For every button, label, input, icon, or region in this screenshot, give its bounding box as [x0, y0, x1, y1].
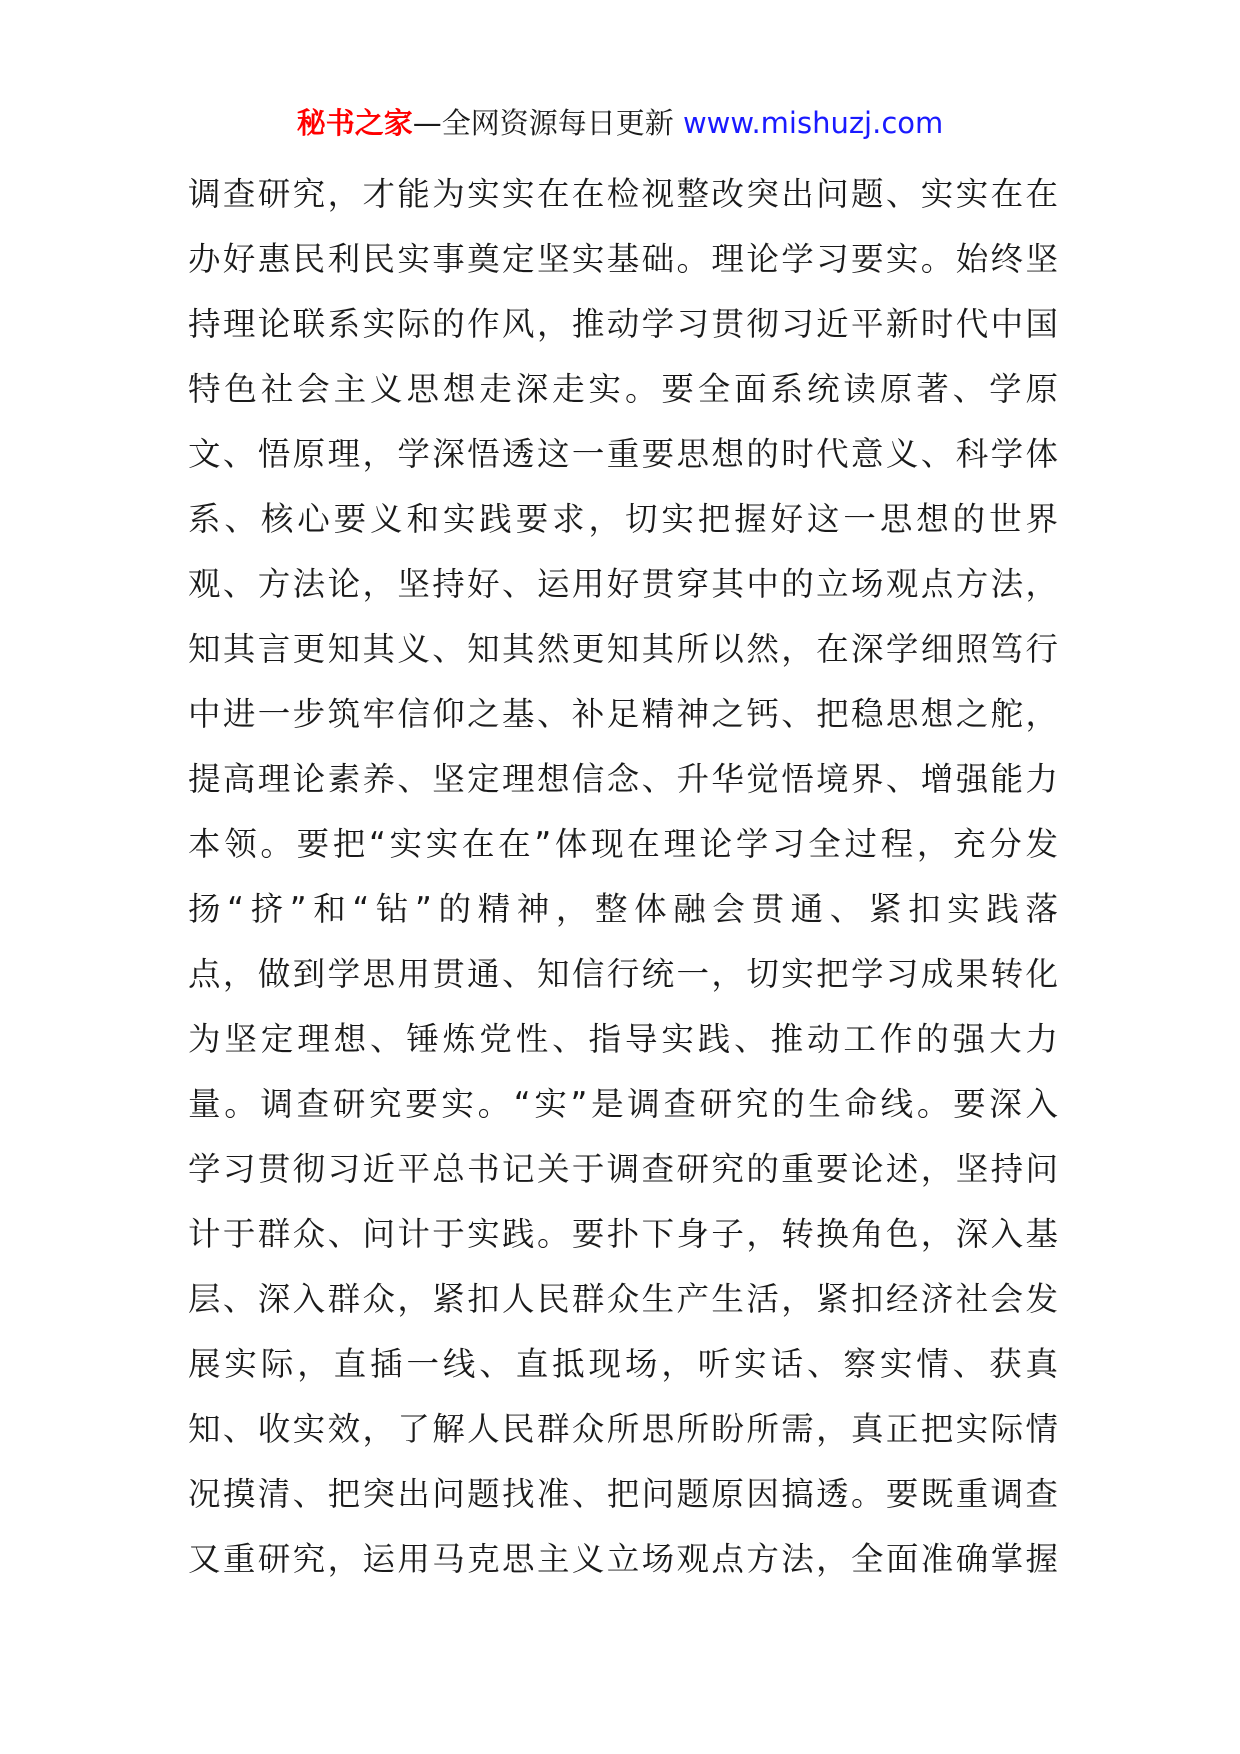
text-line: 层、深入群众，紧扣人民群众生产生活，紧扣经济社会发	[188, 1280, 1058, 1318]
text-line: 特色社会主义思想走深走实。要全面系统读原著、学原	[188, 370, 1058, 408]
text-line: 计于群众、问计于实践。要扑下身子，转换角色，深入基	[188, 1215, 1058, 1253]
text-line: 观、方法论，坚持好、运用好贯穿其中的立场观点方法，	[188, 565, 1058, 603]
text-line: 提高理论素养、坚定理想信念、升华觉悟境界、增强能力	[188, 760, 1058, 798]
text-line: 为坚定理想、锤炼党性、指导实践、推动工作的强大力	[188, 1020, 1058, 1058]
text-line: 持理论联系实际的作风，推动学习贯彻习近平新时代中国	[188, 305, 1058, 343]
text-line: 况摸清、把突出问题找准、把问题原因搞透。要既重调查	[188, 1475, 1058, 1513]
text-line: 点，做到学思用贯通、知信行统一，切实把学习成果转化	[188, 955, 1058, 993]
text-line: 文、悟原理，学深悟透这一重要思想的时代意义、科学体	[188, 435, 1058, 473]
page-header	[0, 101, 1240, 145]
text-line: 本领。要把“实实在在”体现在理论学习全过程，充分发	[188, 825, 1058, 863]
text-line: 又重研究，运用马克思主义立场观点方法，全面准确掌握	[188, 1540, 1058, 1578]
text-line: 量。调查研究要实。“实”是调查研究的生命线。要深入	[188, 1085, 1058, 1123]
text-line: 中进一步筑牢信仰之基、补足精神之钙、把稳思想之舵，	[188, 695, 1058, 733]
text-line: 系、核心要义和实践要求，切实把握好这一思想的世界	[188, 500, 1058, 538]
body-text	[188, 162, 1058, 1592]
text-line: 知、收实效，了解人民群众所思所盼所需，真正把实际情	[188, 1410, 1058, 1448]
brand-name: 秘书之家	[296, 106, 413, 140]
text-line: 办好惠民利民实事奠定坚实基础。理论学习要实。始终坚	[188, 240, 1058, 278]
text-line: 知其言更知其义、知其然更知其所以然，在深学细照笃行	[188, 630, 1058, 668]
text-line: 调查研究，才能为实实在在检视整改突出问题、实实在在	[188, 175, 1058, 213]
website-link[interactable]: www.mishuzj.com	[682, 106, 944, 140]
text-line: 展实际，直插一线、直抵现场，听实话、察实情、获真	[188, 1345, 1058, 1383]
header-tagline: —全网资源每日更新	[412, 106, 683, 140]
text-line: 扬“挤”和“钻”的精神，整体融会贯通、紧扣实践落	[188, 890, 1058, 928]
text-line: 学习贯彻习近平总书记关于调查研究的重要论述，坚持问	[188, 1150, 1058, 1188]
